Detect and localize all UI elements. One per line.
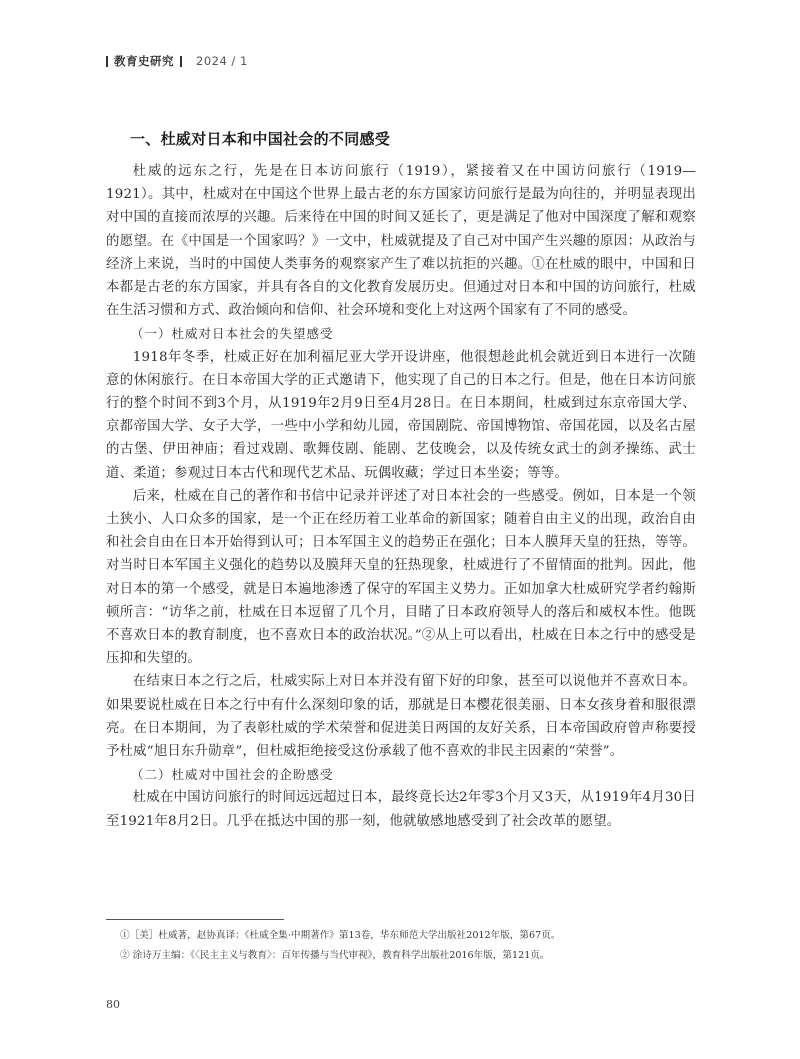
header-bar-right [180, 56, 182, 67]
journal-name: 教育史研究 [114, 54, 174, 68]
running-header [106, 53, 248, 69]
header-bar-left [106, 56, 108, 67]
footnotes [120, 926, 700, 966]
subheading-japan: （一）杜威对日本社会的失望感受 [131, 326, 334, 342]
page-number: 80 [106, 998, 120, 1011]
footnote-2: ② 涂诗万主编：《〈民主主义与教育〉：百年传播与当代审视》，教育科学出版社2016年版，第121页。 [120, 950, 550, 961]
section-heading: 一、杜威对日本和中国社会的不同感受 [130, 130, 391, 148]
paragraph-2: 1918年冬季，杜威正好在加利福尼亚大学开设讲座，他很想趁此机会就近到日本进行一次随意的休闲旅行。在日本帝国大学的正式邀请下，他实现了自己的日本之行。但是，他在日本访问旅行的整个时间不到3个月，从1919年2月9日至4月28日。在日本期间，杜威到过东京帝国大学、京都帝国大学、女子大学，一些中小学和幼儿园，帝国剧院、帝国博物馆、帝国花园，以及名古屋的古堡、伊田神庙；看过戏剧、歌舞伎剧、能剧、艺伎晚会，以及传统女武士的剑矛操练、武士道、柔道；参观过日本古代和现代艺术品、玩偶收藏；学过日本坐姿；等等。 [106, 349, 696, 481]
paragraph-1: 杜威的远东之行，先是在日本访问旅行（1919），紧接着又在中国访问旅行（1919—1921）。其中，杜威对在中国这个世界上最古老的东方国家访问旅行是最为向往的，并明显表现出对中国的直接而浓厚的兴趣。后来待在中国的时间又延长了，更是满足了他对中国深度了解和观察的愿望。在《中国是一个国家吗？》一文中，杜威就提及了自己对中国产生兴趣的原因：从政治与经济上来说，当时的中国使人类事务的观察家产生了难以抗拒的兴趣。①在杜威的眼中，中国和日本都是古老的东方国家，并具有各自的文化教育发展历史。但通过对日本和中国的访问旅行，杜威在生活习惯和方式、政治倾向和信仰、社会环境和变化上对这两个国家有了不同的感受。 [106, 164, 696, 319]
paragraph-3: 后来，杜威在自己的著作和书信中记录并评述了对日本社会的一些感受。例如，日本是一个领土狭小、人口众多的国家，是一个正在经历着工业革命的新国家；随着自由主义的出现，政治自由和社会自由在日本开始得到认可；日本军国主义的趋势正在强化；日本人膜拜天皇的狂热，等等。对当时日本军国主义强化的趋势以及膜拜天皇的狂热现象，杜威进行了不留情面的批判。因此，他对日本的第一个感受，就是日本遍地渗透了保守的军国主义势力。正如加拿大杜威研究学者约翰斯顿所言：“访华之前，杜威在日本逗留了几个月，目睹了日本政府领导人的落后和威权本性。他既不喜欢日本的教育制度，也不喜欢日本的政治状况。”②从上可以看出，杜威在日本之行中的感受是压抑和失望的。 [106, 488, 696, 667]
subheading-china: （二）杜威对中国社会的企盼感受 [131, 767, 334, 783]
footnote-1: ①［美］杜威著，赵协真译：《杜威全集·中期著作》第13卷，华东师范大学出版社2012年版，第67页。 [120, 930, 561, 941]
issue-number: 2024 / 1 [196, 54, 248, 68]
paragraph-5: 杜威在中国访问旅行的时间远远超过日本，最终竟长达2年零3个月又3天，从1919年4月30日至1921年8月2日。几乎在抵达中国的那一刻，他就敏感地感受到了社会改革的愿望。 [106, 790, 696, 829]
paragraph-4: 在结束日本之行之后，杜威实际上对日本并没有留下好的印象，甚至可以说他并不喜欢日本。如果要说杜威在日本之行中有什么深刻印象的话，那就是日本樱花很美丽、日本女孩身着和服很漂亮。在日本期间，为了表彰杜威的学术荣誉和促进美日两国的友好关系，日本帝国政府曾声称要授予杜威“旭日东升勋章”，但杜威拒绝接受这份承载了他不喜欢的非民主因素的“荣誉”。 [106, 674, 696, 760]
footnote-divider [106, 919, 284, 920]
article-body [106, 160, 696, 833]
